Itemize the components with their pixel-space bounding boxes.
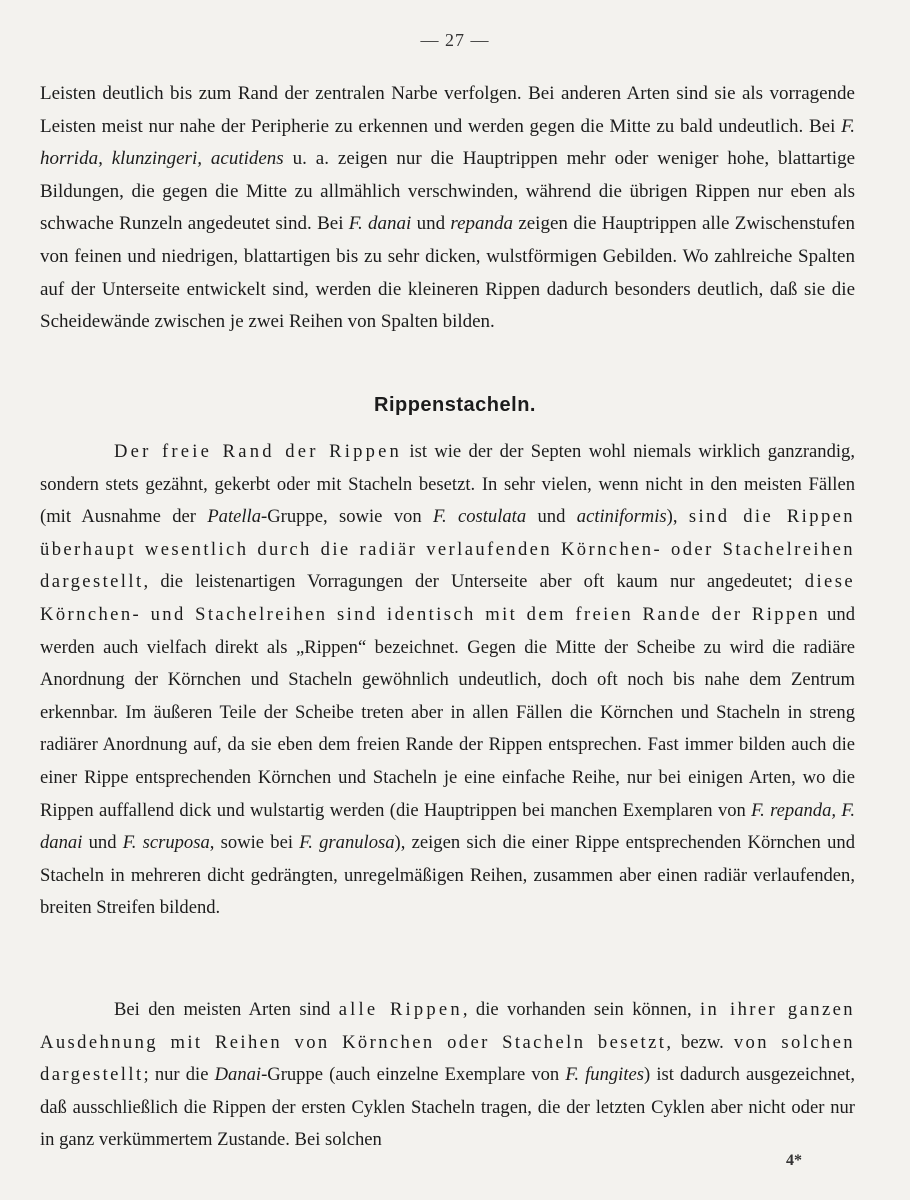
spaced-emphasis: Der freie Rand der Rippen (114, 441, 403, 462)
text-run: , bezw. (666, 1031, 734, 1053)
text-run: und (411, 213, 451, 235)
text-run: , die leistenartigen Vorragungen der Unterseite aber oft kaum nur angedeutet; (143, 571, 805, 593)
paragraph-most-species (40, 994, 855, 1157)
text-run: , die vorhanden sein können, (462, 999, 700, 1020)
text-run: , sowie bei (209, 832, 300, 854)
species-name: actiniformis (576, 506, 667, 528)
spaced-emphasis: sind die Rippen überhaupt wesentlich durch die radiär verlaufenden Körnchen- oder Stachelreihen dargestellt (40, 506, 855, 593)
page-number: — 27 — (420, 30, 490, 50)
text-run: Leisten deutlich bis zum Rand der zentralen Narbe verfolgen. Bei anderen Arten sind sie als vorragende Leisten meist nur nahe der Peripherie zu erkennen und werden gegen die Mitte zu bald undeutlich. Bei (40, 83, 855, 137)
species-name: F. horrida, klunzingeri, acutidens (40, 115, 855, 170)
text-run: Bei den meisten Arten sind (114, 999, 339, 1020)
species-name: repanda (450, 213, 514, 235)
paragraph-rib-spines (40, 436, 855, 925)
paragraph-ribs-continuation (40, 78, 855, 339)
text-run: -Gruppe (auch einzelne Exemplare von (261, 1064, 566, 1086)
spaced-emphasis: diese Körnchen- und Stachelreihen sind identisch mit dem freien Rande der Rippen (40, 571, 855, 625)
text-run: und werden auch vielfach direkt als „Rippen“ bezeichnet. Gegen die Mitte der Scheibe zu wird die radiäre Anordnung der Körnchen und Stacheln gewöhnlich undeutlich, doch oft noch bis nahe dem Zentrum erkennbar. Im äußeren Teile der Scheibe treten aber in allen Fällen die Körnchen und Stacheln in streng radiärer Anordnung auf, da sie eben dem freien Rande der Rippen entsprechen. Fast immer bilden auch die einer Rippe entsprechenden Körnchen und Stacheln je eine einfache Reihe, nur bei einigen Arten, wo die Rippen auffallend dick und wulstartig werden (die Hauptrippen bei manchen Exemplaren von (40, 603, 855, 821)
text-run: zeigen die Hauptrippen alle Zwischenstufen von feinen und niedrigen, blattartigen bis zu sehr dicken, wulstförmigen Gebilden. Wo zahlreiche Spalten auf der Unterseite entwickelt sind, werden die kleineren Rippen dadurch besonders deutlich, daß sie die Scheidewände zwischen je zwei Reihen von Spalten bilden. (40, 213, 856, 333)
text-run: ), zeigen sich die einer Rippe entsprechenden Körnchen und Stacheln in mehreren dicht gedrängten, unregelmäßigen Reihen, zusammen aber einen radiär verlaufenden, breiten Streifen bildend. (40, 832, 855, 919)
species-name: F. danai (348, 213, 412, 235)
species-name: Patella (207, 506, 262, 528)
species-name: F. granulosa (299, 832, 395, 854)
species-name: Danai (214, 1064, 262, 1086)
paragraph-text (40, 78, 855, 339)
species-name: F. costulata (432, 506, 527, 528)
printer-signature: 4* (786, 1152, 802, 1169)
section-heading: Rippenstacheln. (374, 394, 536, 416)
text-run: ) ist dadurch ausgezeichnet, daß ausschließlich die Rippen der ersten Cyklen Stacheln tragen, die der letzten Cyklen aber nicht oder nur in ganz verkümmertem Zustande. Bei solchen (40, 1064, 855, 1151)
species-name: F. scruposa (122, 832, 210, 854)
text-run: und (526, 506, 577, 528)
text-run: u. a. zeigen nur die Hauptrippen mehr oder weniger hohe, blattartige Bildungen, die gegen die Mitte zu allmählich verschwinden, während die übrigen Rippen nur eben als schwache Runzeln angedeutet sind. Bei (40, 148, 855, 235)
spaced-emphasis: in ihrer ganzen Ausdehnung mit Reihen von Körnchen oder Stacheln besetzt (40, 999, 855, 1053)
paragraph-text (40, 994, 855, 1157)
text-run: ist wie der der Septen wohl niemals wirklich ganzrandig, sondern stets gezähnt, gekerbt oder mit Stacheln besetzt. In sehr vielen, wenn nicht in den meisten Fällen (mit Ausnahme der (40, 441, 855, 528)
paragraph-text (40, 436, 855, 925)
spaced-emphasis: alle Rippen (338, 999, 463, 1020)
species-name: F. repanda, F. danai (40, 799, 855, 854)
text-run: -Gruppe, sowie von (261, 506, 433, 528)
species-name: F. fungites (565, 1064, 644, 1086)
text-run: ), (666, 506, 689, 528)
spaced-emphasis: von solchen dargestellt (40, 1031, 855, 1086)
text-run: ; nur die (143, 1064, 215, 1086)
text-run: und (82, 832, 123, 854)
